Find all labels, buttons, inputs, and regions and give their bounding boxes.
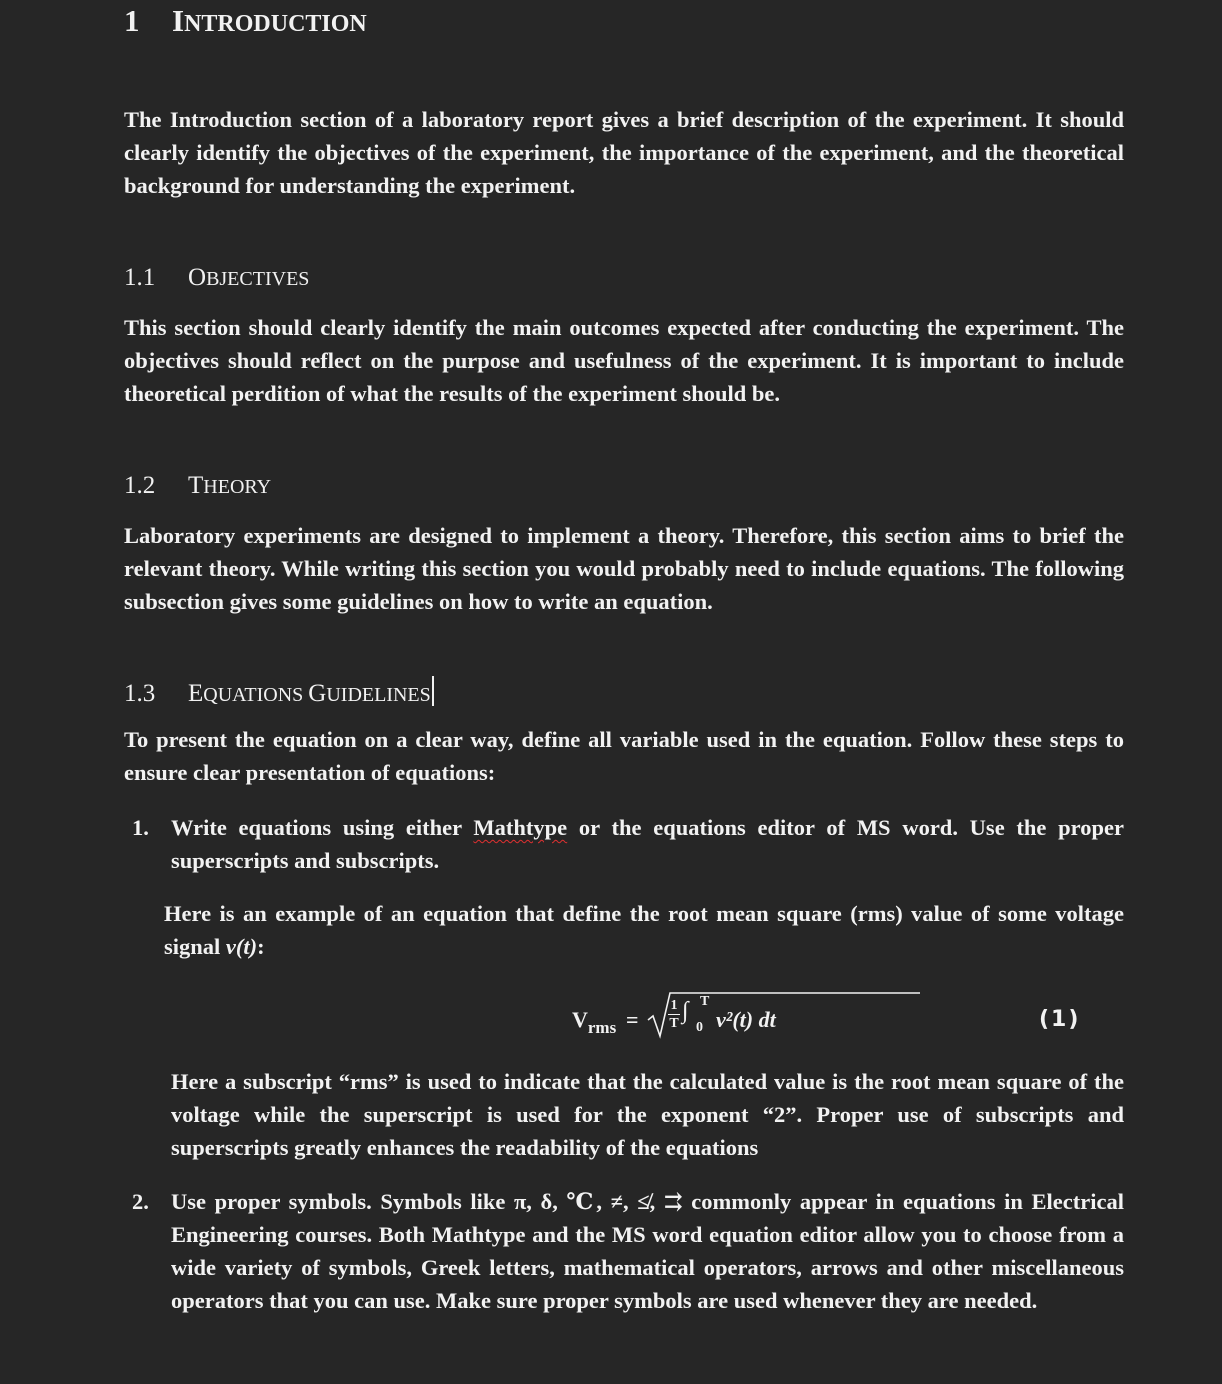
heading-theory: 1.2 THEORY	[124, 472, 272, 499]
equation-lhs: $V_{rms}$	[572, 1007, 617, 1037]
equation-equals: =	[626, 1007, 639, 1032]
list-number-1: 1.	[132, 815, 149, 840]
equations-guidelines-paragraph: To present the equation on a clear way, define all variable used in the equation. Follow these steps to ensure clear presentation of equations:	[124, 727, 1124, 785]
list-number-2: 2.	[132, 1189, 149, 1214]
theory-paragraph: Laboratory experiments are designed to implement a theory. Therefore, this section aims to brief the relevant theory. While writing this section you would probably need to include equations. The following subsection gives some guidelines on how to write an equation.	[124, 523, 1124, 614]
integral-upper-limit: T	[700, 994, 710, 1009]
heading-introduction: 1 INTRODUCTION	[124, 3, 367, 38]
equation-number: (1)	[1039, 1007, 1081, 1032]
equation-fraction: 1 T	[669, 998, 679, 1031]
list-item-1: Write equations using either Mathtype or the equations editor of MS word. Use the proper superscripts and subscripts.	[171, 815, 1124, 873]
heading-number: 1	[124, 3, 140, 38]
heading-equations-guidelines: 1.3 EQUATIONS GUIDELINES	[124, 676, 434, 708]
misspelled-word[interactable]: Mathtype	[473, 815, 568, 840]
integral-sign: ∫	[682, 998, 689, 1024]
integral-lower-limit: 0	[696, 1020, 703, 1035]
equation-integrand: v²(t) dt	[716, 1007, 776, 1032]
objectives-paragraph: This section should clearly identify the main outcomes expected after conducting the experiment. The objectives should reflect on the purpose and usefulness of the experiment. It is important to include theoretical perdition of what the results of the experiment should be.	[124, 315, 1124, 406]
text-cursor	[432, 676, 434, 706]
heading-objectives: 1.1 OBJECTIVES	[124, 264, 310, 291]
introduction-paragraph: The Introduction section of a laboratory report gives a brief description of the experiment. It should clearly identify the objectives of the experiment, the importance of the experiment, and the theoretical background for understanding the experiment.	[124, 107, 1124, 198]
equation-explanation: Here a subscript “rms” is used to indicate that the calculated value is the root mean square of the voltage while the superscript is used for the exponent “2”. Proper use of subscripts and superscripts greatly enhances the readability of the equations	[171, 1069, 1124, 1160]
equation-example-intro: Here is an example of an equation that define the root mean square (rms) value of some voltage signal v(t):	[164, 901, 1124, 959]
list-item-2: Use proper symbols. Symbols like π, δ, ℃, ≠, ≰, ⇉ commonly appear in equations in Electrical Engineering courses. Both Mathtype and the MS word equation editor allow you to choose from a wide variety of symbols, Greek letters, mathematical operators, arrows and other miscellaneous operators that you can use. Make sure proper symbols are used whenever they are needed.	[171, 1189, 1124, 1313]
